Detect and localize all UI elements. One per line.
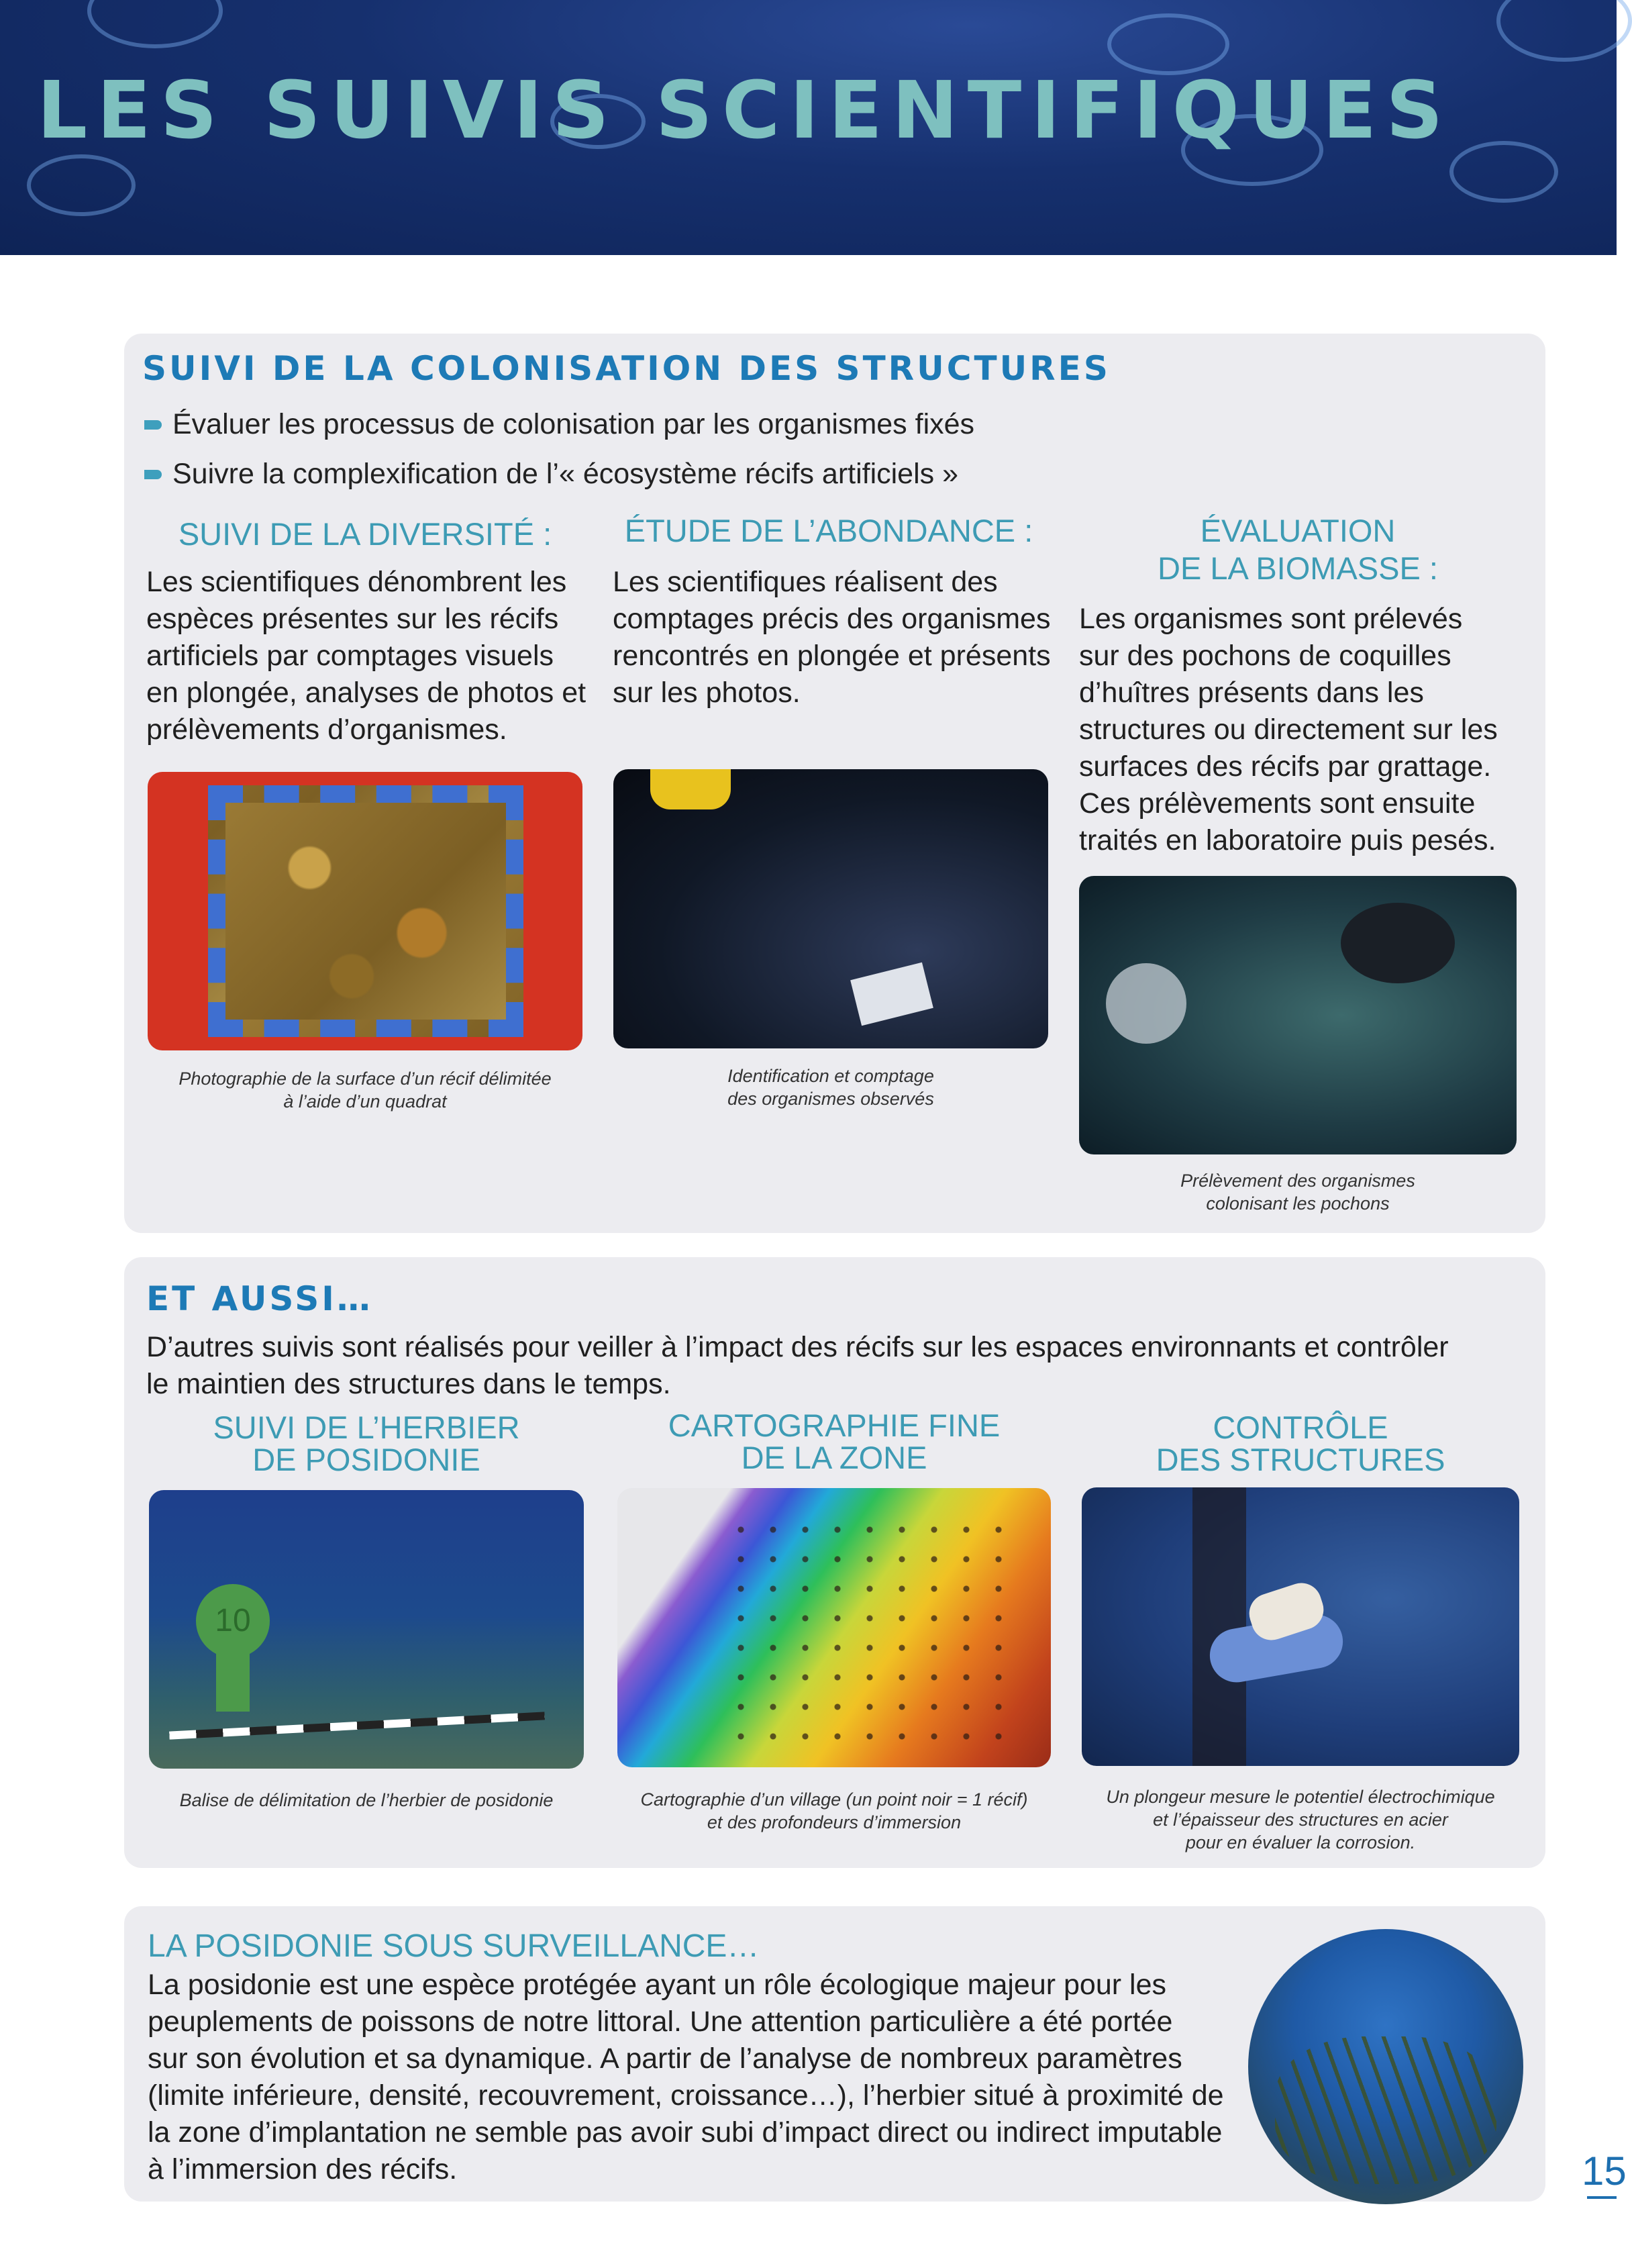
bullet-item: Évaluer les processus de colonisation par les organismes fixés [144,408,974,441]
structure-control-photo [1082,1487,1519,1766]
cartographie-caption: Cartographie d’un village (un point noir = 1 récif) et des profondeurs d’immersion [640,1789,1028,1832]
cartographie-heading: CARTOGRAPHIE FINE DE LA ZONE [668,1408,1001,1475]
bullet-arrow-icon [144,470,162,479]
bathymetry-map-photo [617,1488,1051,1767]
herbier-heading: SUIVI DE L’HERBIER DE POSIDONIE [213,1410,520,1477]
counting-caption: Identification et comptage des organismes observés [727,1066,934,1109]
steel-structure [1192,1487,1246,1766]
page-title: LES SUIVIS SCIENTIFIQUES [37,64,1453,156]
bullet-arrow-icon [144,420,162,430]
herbier-caption: Balise de délimitation de l’herbier de posidonie [179,1790,554,1810]
posidonie-balise-photo [149,1490,584,1769]
fish-decoration-icon [1496,0,1632,62]
diversite-text: Les scientifiques dénombrent les espèces présentes sur les récifs artificiels par comptages visuels en plongée, analyses de photos et prélèvements d’organismes. [146,566,586,746]
diver-counting-photo [613,769,1048,1048]
pochons-sampling-photo [1079,876,1517,1154]
quadrat-photo [148,772,582,1050]
fish-decoration-icon [27,154,136,216]
posidonie-text: La posidonie est une espèce protégée ayant un rôle écologique majeur pour les peuplements de poissons de notre littoral. Une attention particulière a été portée sur son évolution et sa dynamique. A partir de l’analyse de nombreux paramètres (limite inférieure, densité, recouvrement, croissance…), l’herbier situé à proximité de la zone d’implantation ne semble pas avoir subi d’impact direct ou indirect imputable à l’immersion des récifs. [148,1969,1224,2185]
aussi-intro: D’autres suivis sont réalisés pour veiller à l’impact des récifs sur les espaces environnants et contrôler le maintien des structures dans le temps. [146,1331,1449,1400]
slate [850,963,933,1026]
quadrat-frame [208,785,523,1037]
page-number-rule [1587,2196,1617,2199]
page-number: 15 [1582,2149,1627,2193]
abondance-text: Les scientifiques réalisent des comptages précis des organismes rencontrés en plongée et présents sur les photos. [613,566,1051,709]
posidonie-round-photo [1248,1929,1523,2204]
reef-dots [725,1515,1007,1743]
bullet-item: Suivre la complexification de l’« écosystème récifs artificiels » [144,458,958,491]
aussi-title: ET AUSSI… [146,1279,373,1318]
quadrat-caption: Photographie de la surface d’un récif délimitée à l’aide d’un quadrat [178,1069,552,1112]
controle-heading: CONTRÔLE DES STRUCTURES [1156,1410,1445,1477]
seagrass [1275,2036,1496,2184]
pochons-caption: Prélèvement des organismes colonisant les pochons [1180,1171,1415,1214]
fish-decoration-icon [87,0,223,48]
diversite-heading: SUIVI DE LA DIVERSITÉ : [178,516,552,552]
controle-caption: Un plongeur mesure le potentiel électrochimique et l’épaisseur des structures en acier pour en évaluer la corrosion. [1106,1787,1495,1853]
diving-tank [650,769,731,809]
balise-marker: 10 [196,1584,270,1658]
biomasse-text: Les organismes sont prélevés sur des pochons de coquilles d’huîtres présents dans les structures ou directement sur les surfaces des récifs par grattage. Ces prélèvements sont ensuite traités en laboratoire puis pesés. [1079,603,1498,856]
balise-stem [216,1651,250,1712]
measuring-tape [169,1712,545,1739]
fish-decoration-icon [1449,141,1558,203]
colonisation-title: SUIVI DE LA COLONISATION DES STRUCTURES [142,349,1111,388]
diver [1341,903,1455,983]
abondance-heading: ÉTUDE DE L’ABONDANCE : [624,513,1033,548]
biomasse-heading: ÉVALUATION DE LA BIOMASSE : [1158,513,1438,586]
diver-mask [1106,963,1186,1044]
posidonie-title: LA POSIDONIE SOUS SURVEILLANCE… [148,1928,760,1964]
